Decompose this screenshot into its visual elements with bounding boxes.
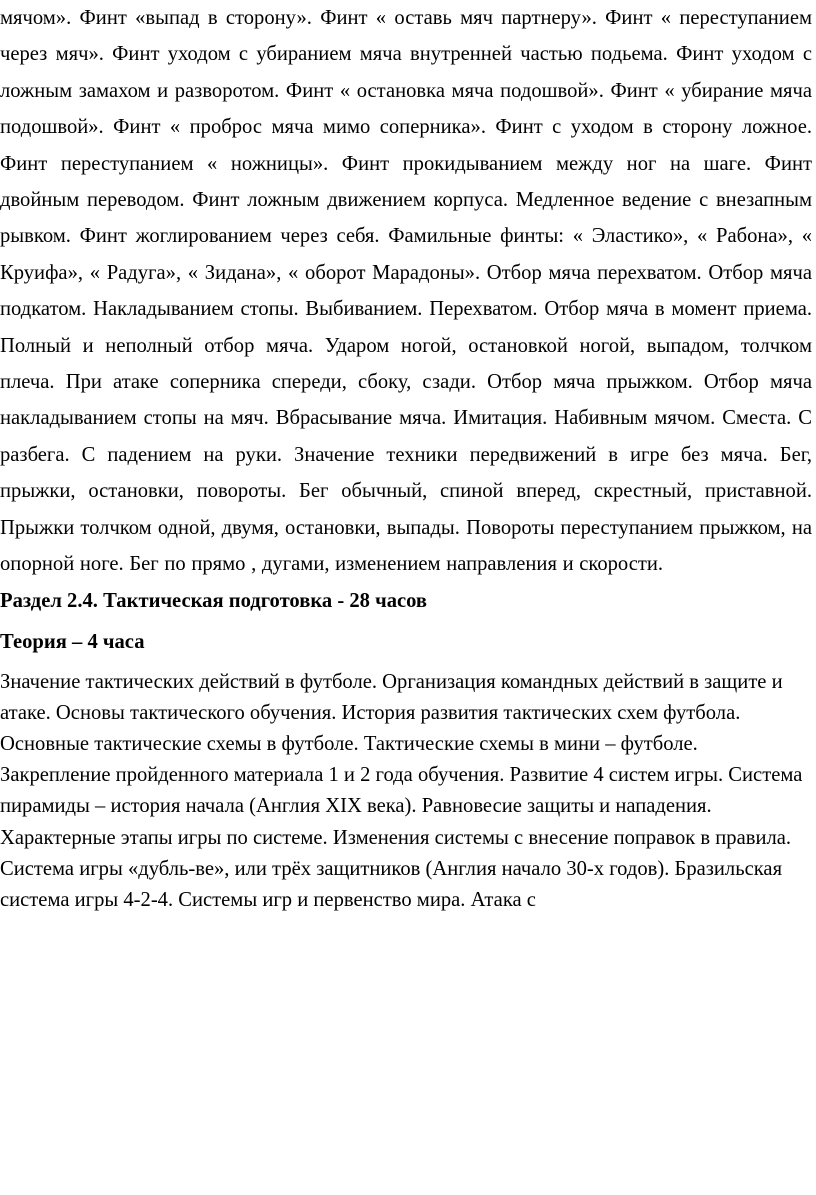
section-heading: Раздел 2.4. Тактическая подготовка - 28 часов [0,589,428,612]
body-paragraph-tactics: Значение тактических действий в футболе. Организация командных действий в защите и атаке. Основы тактического обучения. История развития тактических схем футбола. Основные тактические схемы в футболе. Тактические схемы в мини – футболе. Закрепление пройденного материала 1 и 2 года обучения. Развитие 4 систем игры. Система пирамиды – история начала (Англия XIX века). Равновесие защиты и нападения. Характерные этапы игры по системе. Изменения системы с внесение поправок в правила. Система игры «дубль-ве», или трёх защитников (Англия начало 30-х годов). Бразильская система игры 4-2-4. Системы игр и первенство мира. Атака с [0,670,803,911]
theory-heading: Теория – 4 часа [0,630,145,653]
body-paragraph-techniques: мячом». Финт «выпад в сторону». Финт « оставь мяч партнеру». Финт « переступанием через мяч». Финт уходом с убиранием мяча внутренней частью подьема. Финт уходом с ложным замахом и разворотом. Финт « остановка мяча подошвой». Финт « убирание мяча подошвой». Финт « проброс мяча мимо соперника». Финт с уходом в сторону ложное. Финт переступанием « ножницы». Финт прокидыванием между ног на шаге. Финт двойным переводом. Финт ложным движением корпуса. Медленное ведение с внезапным рывком. Финт жоглированием через себя. Фамильные финты: « Эластико», « Рабона», « Круифа», « Радуга», « Зидана», « оборот Марадоны». Отбор мяча перехватом. Отбор мяча подкатом. Накладыванием стопы. Выбиванием. Перехватом. Отбор мяча в момент приема. Полный и неполный отбор мяча. Ударом ногой, остановкой ногой, выпадом, толчком плеча. При атаке соперника спереди, сбоку, сзади. Отбор мяча прыжком. Отбор мяча накладыванием стопы на мяч. Вбрасывание мяча. Имитация. Набивным мячом. Сместа. С разбега. С падением на руки. Значение техники передвижений в игре без мяча. Бег, прыжки, остановки, повороты. Бег обычный, спиной вперед, скрестный, приставной. Прыжки толчком одной, двумя, остановки, выпады. Повороты переступанием прыжком, на опорной ноге. Бег по прямо , дугами, изменением направления и скорости. [0,7,812,576]
